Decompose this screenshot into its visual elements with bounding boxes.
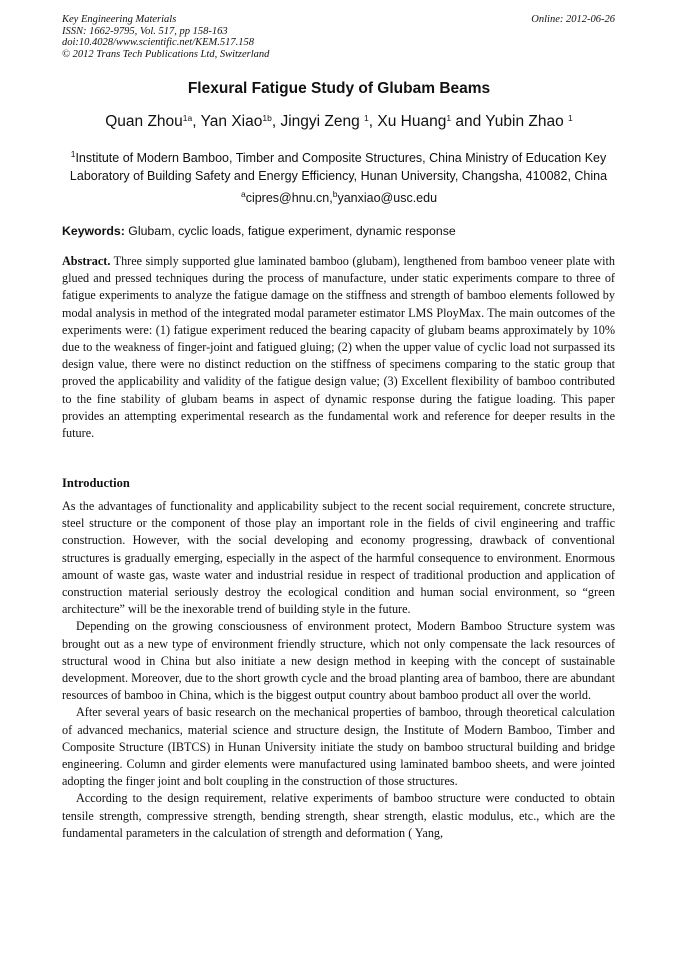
email-mark-a: a: [240, 189, 246, 199]
author-affil-mark: 1: [568, 113, 573, 123]
author-emails: [0, 191, 678, 205]
introduction-body: [62, 498, 615, 842]
author-list: Quan Zhou$^{1a}$, Yan Xiao$^{1b}$, Jingyi Zeng $^1$, Xu Huang$^1$ and Yubin Zhao $^1$: [105, 113, 573, 130]
author-name: Yan Xiao: [200, 113, 263, 130]
copyright-line: © 2012 Trans Tech Publications Ltd, Switzerland: [62, 48, 270, 60]
abstract: [62, 253, 615, 442]
author-affil-mark: 1a: [182, 113, 193, 123]
author-name: Yubin Zhao: [485, 113, 564, 130]
journal-name: Key Engineering Materials: [62, 14, 177, 25]
affiliation-text: Institute of Modern Bamboo, Timber and Composite Structures, China Ministry of Education Key Laboratory of Building Safety and Energy Efficiency, Hunan University, Changsha, 410082, China: [69, 151, 608, 183]
online-date: Online: 2012-06-26: [531, 14, 615, 25]
keywords-label: Keywords:: [62, 224, 125, 238]
paragraph: As the advantages of functionality and applicability subject to the recent social requirement, concrete structure, steel structure or the component of those play an important role in the fields of civil engineering and traffic construction. However, with the social developing and economy progressing, drawback of conventional structures is gradually emerging, especially in the aspect of the harmful consequence to environment. Enormous amount of waste gas, waste water and industrial residue in respect of traditional production and application of construction material seriously destroy the ecological condition and human social environment, so “green architecture” will be the inexorable trend of building style in the future.: [62, 499, 615, 617]
issn-line: ISSN: 1662-9795, Vol. 517, pp 158-163: [62, 25, 228, 37]
abstract-text: Three simply supported glue laminated bamboo (glubam), lengthened from bamboo veneer plate with glued and pressed techniques during the process of manufacture, under static experiments compare to three of fatigue experiments to analyze the fatigue damage on the stiffness and strength of bamboo elements followed by modal analysis in method of the integrated modal parameter estimator LMS PloyMax. The main outcomes of the experiments were: (1) fatigue experiment reduced the bearing capacity of glubam beams approximately by 10% due to the weakness of finger-joint and fatigued gluing; (2) when the upper value of cyclic load not surpassed its design value, there were no distinct reduction on the stiffness of specimens comparing to the static group that proved the applicability and validity of the fatigue design value; (3) Excellent flexibility of bamboo contributed to the fine stability of glubam beams in aspect of dynamic response during the fatigue loading. This paper provides an attempting experimental research as the fundamental work and reference for deeper results in the future.: [62, 254, 615, 441]
paragraph: According to the design requirement, relative experiments of bamboo structure were conducted to obtain tensile strength, compressive strength, bending strength, shear strength, elastic modulus, etc., which are the fundamental parameters in the calculation of strength and deformation ( Yang,: [62, 791, 615, 840]
affiliation-mark: 1: [70, 149, 76, 159]
journal-header: [62, 14, 615, 60]
keywords: [62, 224, 615, 238]
author-affil-mark: 1b: [262, 113, 272, 123]
paragraph: After several years of basic research on the mechanical properties of bamboo, through theoretical calculation of advanced mechanics, material science and structure design, the Institute of Modern Bamboo, Timber and Composite Structure (IBTCS) in Hunan University initiate the study on bamboo structural building and bridge engineering. Column and girder elements were manufactured using laminated bamboo sheets, and were jointed adopting the finger joint and bolt coupling in the construction of those structures.: [62, 705, 615, 789]
paper-title: Flexural Fatigue Study of Glubam Beams: [187, 80, 491, 97]
email-mark-b: b: [332, 189, 338, 199]
doi-line: doi:10.4028/www.scientific.net/KEM.517.158: [62, 37, 254, 48]
section-heading: Introduction: [62, 476, 130, 490]
paragraph: Depending on the growing consciousness of environment protect, Modern Bamboo Structure system was brought out as a new type of environment friendly structure, which not only compensate the lack resources of structural wood in China but also initiate a new design method in keeping with the concept of sustainable development. Moreover, due to the short growth cycle and the broad planting area of bamboo, there are abundant resources of bamboo in China, which is the biggest output country about bamboo product all over the world.: [62, 619, 615, 703]
email-b: yanxiao@usc.edu: [337, 191, 438, 205]
abstract-label: Abstract.: [62, 254, 111, 268]
author-name: Quan Zhou: [105, 113, 183, 130]
author-name: Xu Huang: [377, 113, 447, 130]
author-name: Jingyi Zeng: [280, 113, 360, 130]
author-affil-mark: 1: [446, 113, 452, 123]
email-a: cipres@hnu.cn,: [245, 191, 333, 205]
keywords-text: Glubam, cyclic loads, fatigue experiment, dynamic response: [128, 224, 456, 238]
author-affil-mark: 1: [364, 113, 369, 123]
affiliation: [62, 149, 615, 185]
